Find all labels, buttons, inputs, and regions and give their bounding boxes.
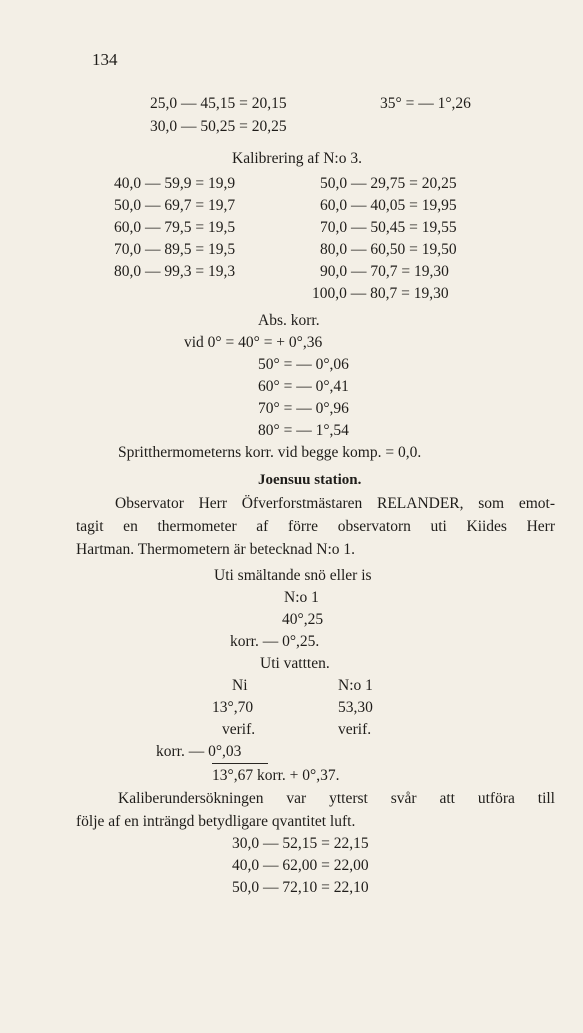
paragraph-line: Kaliberundersökningen var ytterst svår att utföra till bbox=[118, 790, 555, 807]
paragraph-line: tagit en thermometer af förre observatorn uti Kiides Herr bbox=[76, 518, 555, 535]
kal-left-row: 40,0 — 59,9 = 19,9 bbox=[114, 175, 236, 192]
abs-row: 60° = — 0°,41 bbox=[258, 378, 349, 395]
kal-right-row: 100,0 — 80,7 = 19,30 bbox=[312, 285, 449, 302]
top-row-1-right: 35° = — 1°,26 bbox=[380, 95, 471, 112]
station-heading: Joensuu station. bbox=[258, 472, 362, 488]
paragraph-line: Hartman. Thermometern är betecknad N:o 1. bbox=[76, 541, 356, 558]
snow-line: Uti smältande snö eller is bbox=[214, 567, 372, 584]
water-left-head: Ni bbox=[232, 677, 248, 694]
final-row: 50,0 — 72,10 = 22,10 bbox=[232, 879, 369, 896]
sprit-line: Spritthermometerns korr. vid begge komp. = 0,0. bbox=[118, 444, 422, 461]
kal-right-row: 70,0 — 50,45 = 19,55 bbox=[320, 219, 457, 236]
kal-left-row: 70,0 — 89,5 = 19,5 bbox=[114, 241, 236, 258]
kal-right-row: 60,0 — 40,05 = 19,95 bbox=[320, 197, 457, 214]
water-right-verif: verif. bbox=[338, 721, 372, 738]
divider-rule bbox=[212, 763, 268, 764]
top-row-1-left: 25,0 — 45,15 = 20,15 bbox=[150, 95, 287, 112]
water-right-value: 53,30 bbox=[338, 699, 373, 716]
abs-row: 70° = — 0°,96 bbox=[258, 400, 349, 417]
final-row: 40,0 — 62,00 = 22,00 bbox=[232, 857, 369, 874]
water-left-value: 13°,70 bbox=[212, 699, 254, 716]
water-korr: korr. — 0°,03 bbox=[156, 743, 242, 760]
abs-row: 50° = — 0°,06 bbox=[258, 356, 349, 373]
snow-korr: korr. — 0°,25. bbox=[230, 633, 320, 650]
snow-no: N:o 1 bbox=[284, 589, 319, 606]
paragraph-line: Observator Herr Öfverforstmästaren RELANDER, som emot- bbox=[115, 495, 555, 512]
top-row-2-left: 30,0 — 50,25 = 20,25 bbox=[150, 118, 287, 135]
water-title: Uti vattten. bbox=[260, 655, 330, 672]
abs-row: 80° = — 1°,54 bbox=[258, 422, 349, 439]
page-number: 134 bbox=[92, 50, 118, 69]
kalibrering-title: Kalibrering af N:o 3. bbox=[232, 150, 362, 167]
snow-value: 40°,25 bbox=[282, 611, 324, 628]
kal-left-row: 50,0 — 69,7 = 19,7 bbox=[114, 197, 236, 214]
kal-left-row: 60,0 — 79,5 = 19,5 bbox=[114, 219, 236, 236]
paragraph-line: följe af en inträngd betydligare qvantitet luft. bbox=[76, 813, 356, 830]
water-left-verif: verif. bbox=[222, 721, 256, 738]
kal-right-row: 90,0 — 70,7 = 19,30 bbox=[320, 263, 449, 280]
kal-right-row: 50,0 — 29,75 = 20,25 bbox=[320, 175, 457, 192]
final-row: 30,0 — 52,15 = 22,15 bbox=[232, 835, 369, 852]
kal-right-row: 80,0 — 60,50 = 19,50 bbox=[320, 241, 457, 258]
abs-row: vid 0° = 40° = + 0°,36 bbox=[184, 334, 323, 351]
water-right-head: N:o 1 bbox=[338, 677, 373, 694]
water-result: 13°,67 korr. + 0°,37. bbox=[212, 767, 340, 784]
abs-korr-title: Abs. korr. bbox=[258, 312, 320, 329]
kal-left-row: 80,0 — 99,3 = 19,3 bbox=[114, 263, 236, 280]
